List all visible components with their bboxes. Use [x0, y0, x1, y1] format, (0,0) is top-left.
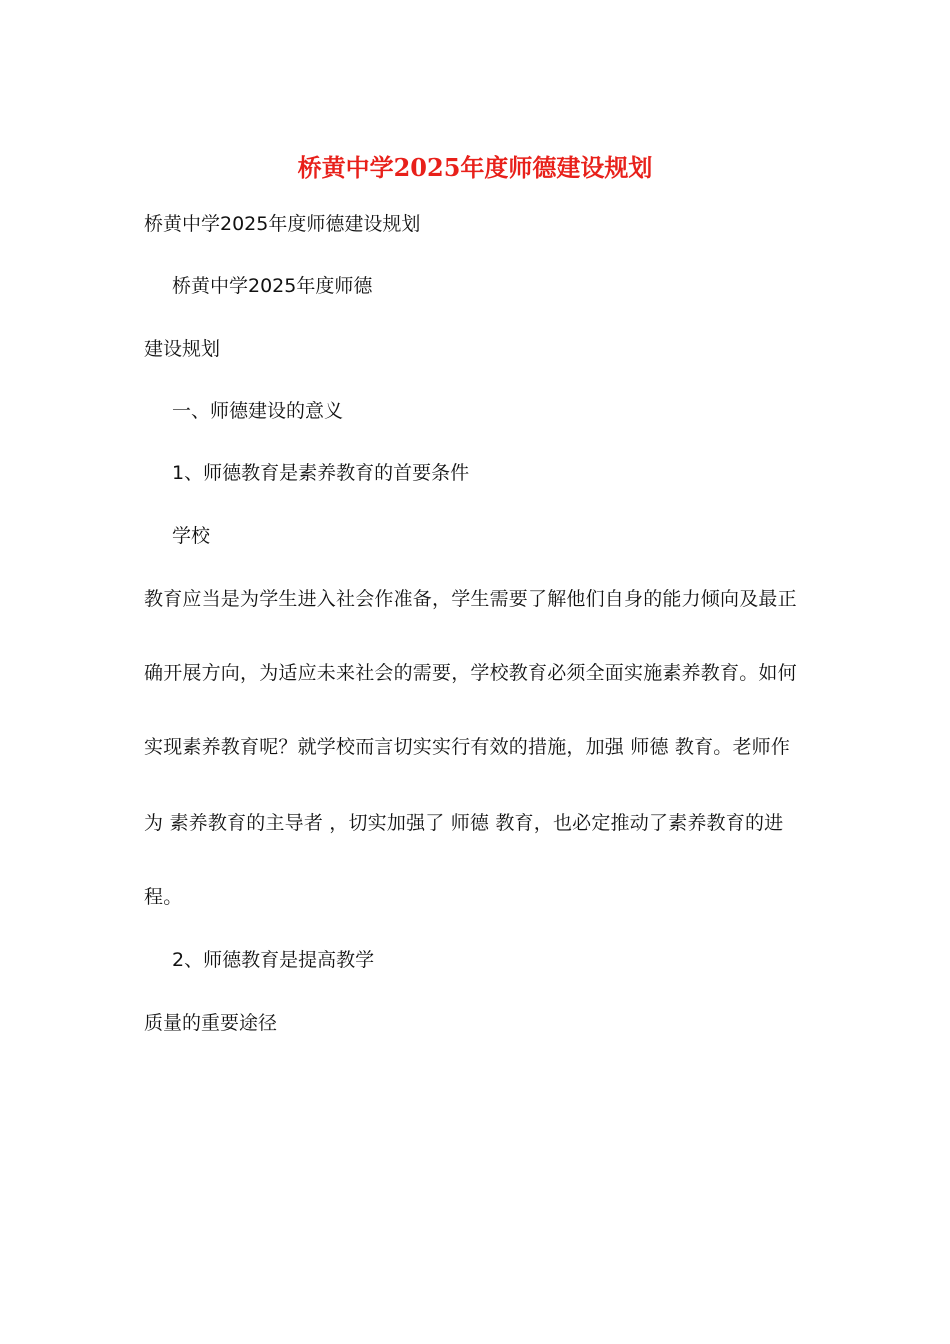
paragraph-line: 实现素养教育呢？就学校而言切实实行有效的措施，加强 师德 教育。老师作: [144, 736, 791, 758]
subsection-heading: 1、师德教育是素养教育的首要条件: [172, 462, 470, 484]
paragraph-line: 教育应当是为学生进入社会作准备，学生需要了解他们自身的能力倾向及最正: [144, 588, 797, 610]
section-heading: 一、师德建设的意义: [172, 400, 344, 422]
paragraph-line: 确开展方向，为适应未来社会的需要，学校教育必须全面实施素养教育。如何: [144, 662, 797, 684]
document-line: 桥黄中学2025年度师德建设规划: [144, 213, 421, 235]
paragraph-line: 为 素养教育的主导者 ，切实加强了 师德 教育，也必定推动了素养教育的进: [144, 812, 784, 834]
document-line: 建设规划: [144, 338, 221, 360]
document-title: 桥黄中学2025年度师德建设规划: [297, 153, 653, 182]
document-line: 质量的重要途径: [144, 1012, 278, 1034]
document-line: 学校: [172, 525, 211, 547]
document-line: 桥黄中学2025年度师德: [172, 275, 373, 297]
paragraph-line: 程。: [144, 886, 183, 908]
subsection-heading: 2、师德教育是提高教学: [172, 949, 375, 971]
